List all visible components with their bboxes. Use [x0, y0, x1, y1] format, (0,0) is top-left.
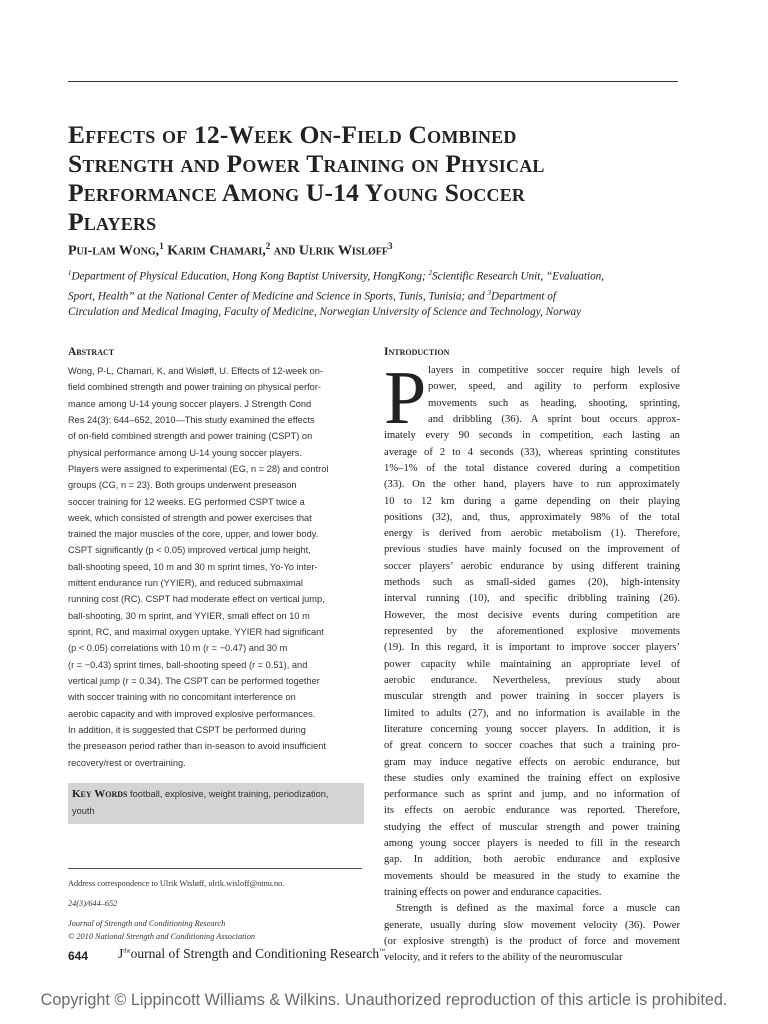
volume-pages: 24(3)/644–652 — [68, 899, 118, 908]
affiliation-text: Sport, Health” at the National Center of Medicine and Science in Sports, Tunis, Tunisia; and — [68, 290, 488, 303]
abstract-line: CSPT significantly (p < 0.05) improved vertical jump height, — [68, 545, 311, 556]
journal-footer-the: the — [123, 948, 131, 955]
introduction-line: studying the effect of muscular strength and power training — [384, 821, 680, 833]
abstract-heading: Abstract — [68, 346, 115, 358]
journal-copyright: © 2010 National Strength and Conditioning Association — [68, 932, 255, 941]
author-name: and Ulrik Wisløff — [270, 243, 388, 259]
abstract-line: of on-field combined strength and power training (CSPT) on — [68, 431, 313, 442]
author-name: Pui-lam Wong, — [68, 243, 160, 259]
introduction-line: represented by the aforementioned explosive movements — [384, 626, 680, 637]
introduction-line: movements should be measured in the study to examine the — [384, 870, 680, 882]
introduction-line: gram may induce negative effects on aerobic endurance, but — [384, 756, 680, 768]
introduction-line: 10 to 12 km during a game depending on their playing — [384, 495, 680, 507]
abstract-line: Players were assigned to experimental (EG, n = 28) and control — [68, 463, 329, 474]
introduction-line: (33). On the other hand, players have to run approximately — [384, 479, 680, 491]
introduction-line: previous studies have mainly focused on the improvement of — [384, 544, 680, 556]
affiliation-text: Department of Physical Education, Hong Kong Baptist University, HongKong; — [71, 270, 429, 283]
journal-footer-text: ournal of Strength and Conditioning Research — [130, 946, 380, 961]
introduction-line: gap. In addition, both aerobic endurance and explosive — [384, 854, 680, 866]
introduction-line: Strength is defined as the maximal force a muscle can — [396, 903, 680, 915]
title-line: Effects of 12-Week On-Field Combined — [68, 120, 517, 149]
abstract-line: (r = −0.43) sprint times, ball-shooting speed (r = 0.51), and — [68, 659, 308, 670]
abstract-line: week, which consisted of strength and power exercises that — [68, 512, 312, 523]
introduction-line: power capacity while maintaining an appropriate level of — [384, 658, 680, 670]
introduction-line: generate, usually during slow movement velocity (36). Power — [384, 919, 680, 931]
introduction-line: energy is derived from aerobic metabolism (1). Therefore, — [384, 528, 680, 540]
abstract-line: aerobic capacity and with improved explosive performances. — [68, 708, 316, 719]
introduction-line: muscular strength and power training in soccer players is — [384, 691, 680, 703]
introduction-line: among young soccer players is needed to fill in the research — [384, 838, 680, 850]
article-title — [68, 120, 688, 236]
introduction-line: average of 2 to 4 seconds (33), whereas sprinting constitutes — [384, 446, 680, 458]
abstract-line: the preseason period rather than in-season to avoid insufficient — [68, 741, 326, 752]
abstract-line: recovery/rest or overtraining. — [68, 757, 186, 768]
abstract-line: sprint, RC, and maximal oxygen uptake. YYIER had significant — [68, 627, 324, 637]
keywords-line: youth — [72, 806, 95, 816]
abstract-line: Res 24(3): 644–652, 2010—This study examined the effects — [68, 414, 315, 425]
title-line: Performance Among U-14 Young Soccer — [68, 178, 526, 207]
affiliation-line — [68, 285, 688, 305]
introduction-line: movements such as heading, shooting, sprinting, — [428, 397, 680, 409]
abstract-line: trained the major muscles of the core, upper, and lower body. — [68, 529, 319, 540]
affiliation-mark: 2 — [428, 269, 433, 277]
abstract-line: (p < 0.05) correlations with 10 m (r = −0.47) and 30 m — [68, 643, 288, 654]
introduction-line: (19). In this regard, it is important to improve soccer players’ — [384, 642, 680, 654]
affiliation-text: Scientific Research Unit, “Evaluation, — [432, 270, 605, 283]
title-line: Players — [68, 207, 157, 236]
introduction-line: velocity, and it refers to the ability of the neuromuscular — [384, 952, 623, 964]
abstract-body — [68, 363, 364, 771]
abstract-line: ball-shooting speed, 10 m and 30 m sprint times, Yo-Yo inter- — [68, 561, 318, 572]
introduction-line: its effects on aerobic endurance was reported. Therefore, — [384, 805, 680, 817]
introduction-line: soccer players’ aerobic endurance by using different training — [384, 560, 680, 572]
affiliation-line: Circulation and Medical Imaging, Faculty of Medicine, Norwegian University of Science and Technology, Norway — [68, 306, 582, 319]
abstract-line: mance among U-14 young soccer players. J Strength Cond — [68, 398, 312, 409]
abstract-line: vertical jump (r = 0.34). The CSPT can be performed together — [68, 675, 320, 686]
footnote-rule — [68, 868, 362, 869]
abstract-line: physical performance among U-14 young soccer players. — [68, 447, 302, 458]
title-line: Strength and Power Training on Physical — [68, 149, 545, 178]
author-affiliation-mark: 1 — [159, 241, 164, 251]
introduction-line: positions (32), and, thus, approximately 98% of the total — [384, 511, 680, 523]
correspondence-footnote — [68, 877, 364, 943]
author-affiliation-mark: 3 — [387, 241, 393, 251]
introduction-line: and dribbling (36). A sprint bout occurs approx- — [428, 413, 680, 425]
introduction-line: interval running (10), and specific dribbling training (26). — [384, 593, 680, 605]
abstract-line: field combined strength and power training on physical perfor- — [68, 382, 321, 393]
affiliation-text: Department of — [491, 290, 556, 303]
introduction-line: of great concern to soccer coaches that such a training pro- — [384, 740, 680, 752]
introduction-line: performance such as sprint and jump, and no information of — [384, 789, 680, 801]
keywords-line — [72, 786, 362, 803]
introduction-line: methods such as small-sided games (20), high-intensity — [384, 577, 680, 589]
abstract-line: with soccer training with no concomitant interference on — [68, 692, 296, 703]
abstract-line: running cost (RC). CSPT had moderate effect on vertical jump, — [68, 594, 325, 605]
introduction-body — [384, 356, 680, 967]
author-name: Karim Chamari, — [163, 243, 266, 259]
abstract-line: Wong, P-L, Chamari, K, and Wisløff, U. Effects of 12-week on- — [68, 366, 323, 376]
introduction-heading: Introduction — [384, 346, 450, 358]
affiliations — [68, 265, 688, 320]
correspondence-address: Address correspondence to Ulrik Wisløff, ulrik.wisloff@ntnu.no. — [68, 879, 285, 888]
drop-cap: P — [384, 356, 427, 440]
introduction-line: imately every 90 seconds in competition, each lasting an — [384, 430, 680, 442]
trademark-mark: ™ — [379, 948, 386, 955]
introduction-line: 1%–1% of the total distance covered during a competition — [384, 462, 680, 474]
keywords — [72, 786, 362, 820]
journal-name: Journal of Strength and Conditioning Research — [68, 919, 226, 928]
introduction-line: training effects on power and endurance capacities. — [384, 887, 602, 898]
author-affiliation-mark: 2 — [265, 241, 271, 251]
author-list — [68, 241, 688, 260]
keywords-text: football, explosive, weight training, periodization, — [127, 789, 329, 799]
introduction-line: limited to adults (27), and no information is available in the — [384, 707, 680, 719]
abstract-line: groups (CG, n = 23). Both groups underwent preseason — [68, 480, 297, 491]
abstract-line: soccer training for 12 weeks. EG performed CSPT twice a — [68, 496, 305, 507]
introduction-line: these studies only examined the training effect on explosive — [384, 772, 680, 784]
abstract-line: In addition, it is suggested that CSPT be performed during — [68, 724, 306, 735]
abstract-line: ball-shooting, 30 m sprint, and YYIER, small effect on 10 m — [68, 610, 310, 621]
introduction-line: (or explosive strength) is the product of force and movement — [384, 935, 680, 947]
affiliation-mark: 3 — [487, 288, 492, 297]
introduction-line: layers in competitive soccer require high levels of — [428, 365, 680, 376]
abstract-line: mittent endurance run (YYIER), and reduced submaximal — [68, 578, 303, 589]
introduction-line: aerobic endurance. Nevertheless, previous study about — [384, 674, 680, 686]
journal-footer-logo — [118, 946, 385, 962]
copyright-notice: Copyright © Lippincott Williams & Wilkins. Unauthorized reproduction of this article is prohibited. — [40, 991, 728, 1009]
keywords-label: Key Words — [72, 788, 128, 800]
introduction-line: power, speed, and agility to perform explosive — [428, 381, 680, 393]
introduction-line: literature concerning young soccer players. In addition, it is — [384, 723, 680, 735]
introduction-line: However, the most decisive events during competition are — [384, 609, 680, 621]
top-rule — [68, 81, 678, 82]
affiliation-line — [68, 265, 688, 285]
page-number: 644 — [68, 949, 89, 963]
journal-footer-text: J — [118, 946, 124, 961]
affiliation-mark: 1 — [68, 269, 72, 277]
